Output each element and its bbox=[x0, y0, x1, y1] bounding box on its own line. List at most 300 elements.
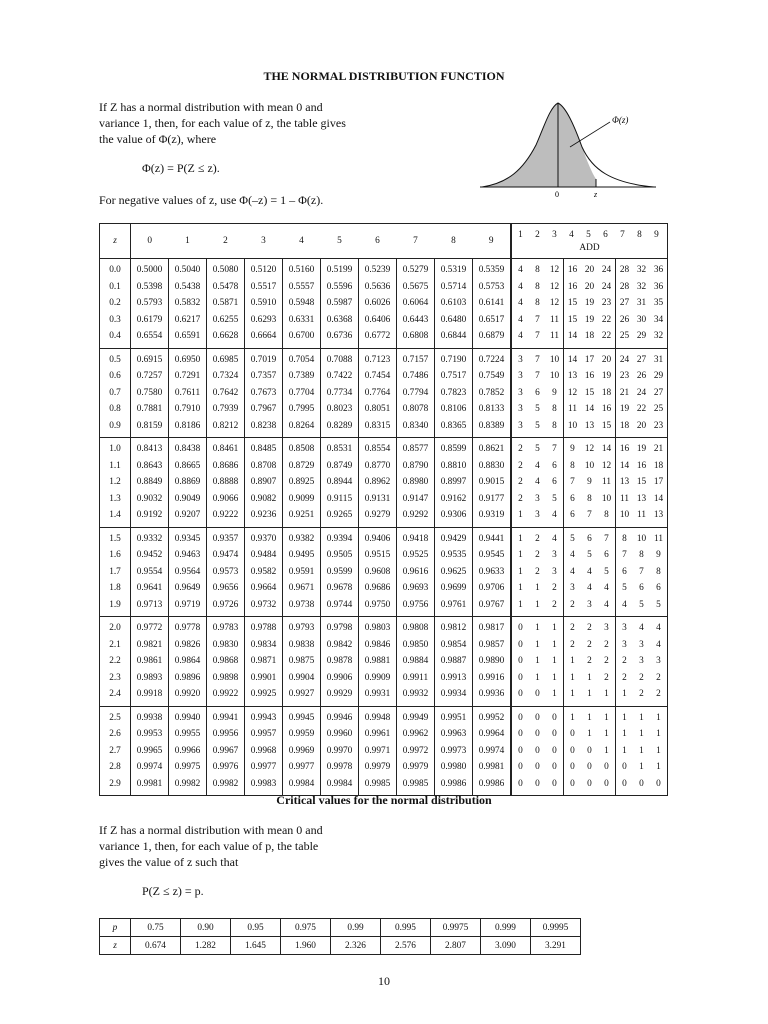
add-value: 0 bbox=[535, 712, 540, 723]
add-value: 5 bbox=[639, 599, 644, 610]
probability-value: 0.9292 bbox=[402, 510, 429, 520]
probability-value: 0.9922 bbox=[212, 689, 239, 699]
probability-value: 0.9812 bbox=[440, 623, 467, 633]
add-column bbox=[633, 617, 650, 707]
add-value: 2 bbox=[639, 672, 644, 683]
probability-column bbox=[169, 527, 207, 617]
probability-value: 0.8810 bbox=[440, 460, 467, 471]
probability-value: 0.7357 bbox=[250, 371, 277, 381]
add-value: 21 bbox=[619, 387, 630, 398]
probability-value: 0.8944 bbox=[326, 477, 353, 487]
probability-column bbox=[359, 617, 397, 707]
add-value: 1 bbox=[587, 689, 592, 699]
add-value: 22 bbox=[601, 314, 612, 325]
probability-value: 0.6255 bbox=[212, 314, 239, 325]
add-value: 14 bbox=[567, 331, 578, 341]
add-value: 2 bbox=[535, 533, 540, 544]
probability-value: 0.9980 bbox=[440, 762, 467, 772]
probability-value: 0.8554 bbox=[364, 444, 391, 454]
p-value: 0.95 bbox=[231, 919, 281, 937]
probability-value: 0.9756 bbox=[402, 599, 429, 610]
add-column bbox=[633, 438, 650, 528]
add-value: 0 bbox=[535, 745, 540, 756]
add-value: 0 bbox=[535, 689, 540, 699]
add-value: 23 bbox=[653, 420, 664, 431]
add-value: 2 bbox=[535, 566, 540, 577]
add-value: 3 bbox=[535, 493, 540, 504]
probability-value: 0.6879 bbox=[478, 331, 505, 341]
add-value: 0 bbox=[518, 639, 523, 650]
probability-value: 0.5714 bbox=[440, 281, 467, 292]
probability-value: 0.9808 bbox=[402, 623, 429, 633]
probability-value: 0.9969 bbox=[288, 745, 315, 756]
probability-column bbox=[397, 348, 435, 438]
probability-value: 0.9945 bbox=[288, 712, 315, 723]
probability-value: 0.5239 bbox=[364, 265, 391, 275]
add-value: 11 bbox=[568, 404, 577, 414]
probability-value: 0.9985 bbox=[364, 778, 391, 789]
add-value: 3 bbox=[587, 599, 592, 610]
add-column bbox=[650, 706, 668, 796]
add-value: 4 bbox=[552, 510, 557, 520]
add-value: 1 bbox=[518, 533, 523, 544]
column-header: 0 bbox=[131, 224, 169, 259]
probability-value: 0.7611 bbox=[174, 387, 201, 398]
probability-value: 0.7704 bbox=[288, 387, 315, 398]
probability-value: 0.9965 bbox=[136, 745, 163, 756]
probability-column bbox=[283, 348, 321, 438]
probability-value: 0.9986 bbox=[478, 778, 505, 789]
add-value: 2 bbox=[570, 599, 575, 610]
probability-value: 0.7422 bbox=[326, 371, 353, 381]
probability-value: 0.7939 bbox=[212, 404, 239, 414]
probability-value: 0.6406 bbox=[364, 314, 391, 325]
add-label: ADD bbox=[579, 242, 600, 253]
probability-value: 0.9977 bbox=[288, 762, 315, 772]
add-value: 4 bbox=[518, 298, 523, 308]
probability-value: 0.8643 bbox=[136, 460, 163, 471]
z-value: 1.3 bbox=[109, 493, 121, 504]
add-value: 1 bbox=[604, 729, 609, 739]
probability-value: 0.9778 bbox=[174, 623, 201, 633]
probability-column bbox=[131, 617, 169, 707]
z-value: 0.6 bbox=[109, 371, 121, 381]
add-value: 5 bbox=[656, 599, 661, 610]
probability-value: 0.9147 bbox=[402, 493, 429, 504]
z-value: 0.7 bbox=[109, 387, 121, 398]
add-value: 7 bbox=[639, 566, 644, 577]
probability-value: 0.7088 bbox=[326, 354, 353, 365]
probability-value: 0.9015 bbox=[478, 477, 505, 487]
probability-column bbox=[283, 706, 321, 796]
probability-value: 0.5080 bbox=[212, 265, 239, 275]
add-value: 1 bbox=[622, 689, 627, 699]
probability-column bbox=[283, 438, 321, 528]
add-value: 35 bbox=[653, 298, 664, 308]
probability-value: 0.7967 bbox=[250, 404, 277, 414]
add-value: 1 bbox=[622, 712, 627, 723]
probability-value: 0.9463 bbox=[174, 550, 201, 560]
add-value: 5 bbox=[552, 493, 557, 504]
probability-value: 0.9884 bbox=[402, 656, 429, 666]
probability-value: 0.8980 bbox=[402, 477, 429, 487]
add-value: 0 bbox=[570, 762, 575, 772]
probability-value: 0.9963 bbox=[440, 729, 467, 739]
add-column bbox=[546, 438, 564, 528]
add-column bbox=[529, 527, 546, 617]
probability-value: 0.8708 bbox=[250, 460, 277, 471]
add-column bbox=[598, 259, 616, 349]
probability-value: 0.8485 bbox=[250, 444, 277, 454]
probability-value: 0.6480 bbox=[440, 314, 467, 325]
probability-value: 0.9979 bbox=[402, 762, 429, 772]
add-value: 12 bbox=[549, 298, 560, 308]
probability-value: 0.9452 bbox=[136, 550, 163, 560]
normal-distribution-table bbox=[99, 223, 668, 796]
critical-z-value: 3.090 bbox=[481, 937, 531, 955]
probability-value: 0.9641 bbox=[136, 583, 163, 593]
critical-z-row bbox=[100, 937, 581, 955]
add-column bbox=[616, 617, 634, 707]
z-value: 0.8 bbox=[109, 404, 121, 414]
probability-value: 0.9936 bbox=[478, 689, 505, 699]
add-value: 5 bbox=[535, 404, 540, 414]
add-value: 2 bbox=[604, 672, 609, 683]
add-column bbox=[616, 706, 634, 796]
probability-value: 0.7054 bbox=[288, 354, 315, 365]
probability-value: 0.7454 bbox=[364, 371, 391, 381]
probability-value: 0.9616 bbox=[402, 566, 429, 577]
probability-value: 0.7224 bbox=[478, 354, 505, 365]
add-value: 19 bbox=[584, 298, 595, 308]
probability-column bbox=[359, 348, 397, 438]
probability-value: 0.6628 bbox=[212, 331, 239, 341]
add-column bbox=[650, 348, 668, 438]
add-value: 19 bbox=[601, 371, 612, 381]
add-value: 1 bbox=[622, 745, 627, 756]
add-column bbox=[650, 438, 668, 528]
add-value: 1 bbox=[535, 672, 540, 683]
add-value: 24 bbox=[619, 354, 630, 365]
add-column bbox=[564, 706, 582, 796]
probability-value: 0.9429 bbox=[440, 533, 467, 544]
add-value: 0 bbox=[518, 623, 523, 633]
add-value: 7 bbox=[587, 510, 592, 520]
add-value: 1 bbox=[570, 712, 575, 723]
probability-value: 0.6772 bbox=[364, 331, 391, 341]
probability-column bbox=[245, 527, 283, 617]
p-value: 0.999 bbox=[481, 919, 531, 937]
add-value: 12 bbox=[549, 281, 560, 292]
probability-value: 0.8869 bbox=[174, 477, 201, 487]
probability-value: 0.8461 bbox=[212, 444, 239, 454]
add-value: 6 bbox=[639, 583, 644, 593]
probability-value: 0.9750 bbox=[364, 599, 391, 610]
probability-value: 0.9582 bbox=[250, 566, 277, 577]
probability-value: 0.5987 bbox=[326, 298, 353, 308]
probability-column bbox=[435, 348, 473, 438]
probability-column bbox=[321, 348, 359, 438]
add-value: 26 bbox=[619, 314, 630, 325]
add-column bbox=[564, 438, 582, 528]
probability-value: 0.7291 bbox=[174, 371, 201, 381]
add-value: 1 bbox=[587, 729, 592, 739]
probability-value: 0.9890 bbox=[478, 656, 505, 666]
probability-value: 0.7389 bbox=[288, 371, 315, 381]
phi-formula: Φ(z) = P(Z ≤ z). bbox=[142, 161, 220, 175]
add-column-header: 3 bbox=[552, 229, 557, 240]
critical-intro-line: If Z has a normal distribution with mean 0 and bbox=[99, 823, 323, 837]
probability-value: 0.8665 bbox=[174, 460, 201, 471]
critical-z-value: 2.576 bbox=[381, 937, 431, 955]
table-header-row bbox=[100, 224, 668, 259]
column-header: 2 bbox=[207, 224, 245, 259]
probability-column bbox=[207, 706, 245, 796]
add-value: 7 bbox=[552, 444, 557, 454]
add-value: 4 bbox=[622, 599, 627, 610]
add-value: 13 bbox=[584, 420, 595, 431]
add-value: 4 bbox=[535, 477, 540, 487]
probability-value: 0.9972 bbox=[402, 745, 429, 756]
add-column bbox=[598, 527, 616, 617]
add-value: 5 bbox=[535, 420, 540, 431]
add-value: 6 bbox=[656, 583, 661, 593]
probability-value: 0.9909 bbox=[364, 672, 391, 683]
add-value: 16 bbox=[636, 460, 647, 471]
add-column bbox=[529, 438, 546, 528]
probability-value: 0.9767 bbox=[478, 599, 505, 610]
add-value: 1 bbox=[535, 639, 540, 650]
add-column bbox=[564, 617, 582, 707]
table-group-row bbox=[100, 527, 668, 617]
probability-value: 0.7673 bbox=[250, 387, 277, 398]
add-value: 6 bbox=[535, 387, 540, 398]
add-value: 1 bbox=[604, 689, 609, 699]
add-value: 1 bbox=[518, 583, 523, 593]
probability-value: 0.9418 bbox=[402, 533, 429, 544]
add-value: 22 bbox=[636, 404, 647, 414]
add-value: 9 bbox=[570, 444, 575, 454]
probability-value: 0.9591 bbox=[288, 566, 315, 577]
add-value: 8 bbox=[570, 460, 575, 471]
add-value: 0 bbox=[518, 729, 523, 739]
probability-value: 0.7190 bbox=[440, 354, 467, 365]
probability-value: 0.9979 bbox=[364, 762, 391, 772]
add-value: 11 bbox=[602, 477, 611, 487]
z-values-cell bbox=[100, 706, 131, 796]
probability-value: 0.5199 bbox=[326, 265, 353, 275]
add-value: 10 bbox=[549, 354, 560, 365]
probability-value: 0.9961 bbox=[364, 729, 391, 739]
probability-value: 0.9953 bbox=[136, 729, 163, 739]
z-value: 1.2 bbox=[109, 477, 121, 487]
add-value: 6 bbox=[622, 566, 627, 577]
add-column bbox=[564, 527, 582, 617]
add-value: 15 bbox=[601, 420, 612, 431]
probability-value: 0.9515 bbox=[364, 550, 391, 560]
critical-formula: P(Z ≤ z) = p. bbox=[142, 884, 204, 898]
probability-value: 0.5557 bbox=[288, 281, 315, 292]
add-value: 2 bbox=[518, 493, 523, 504]
add-column bbox=[633, 348, 650, 438]
probability-value: 0.5319 bbox=[440, 265, 467, 275]
probability-value: 0.6554 bbox=[136, 331, 163, 341]
probability-column bbox=[283, 259, 321, 349]
probability-value: 0.9925 bbox=[250, 689, 277, 699]
probability-value: 0.9864 bbox=[174, 656, 201, 666]
page-number: 10 bbox=[378, 974, 390, 988]
probability-column bbox=[321, 527, 359, 617]
z-value: 2.1 bbox=[109, 639, 121, 650]
probability-column bbox=[131, 706, 169, 796]
add-value: 16 bbox=[567, 281, 578, 292]
probability-value: 0.8023 bbox=[326, 404, 353, 414]
add-column bbox=[546, 617, 564, 707]
probability-value: 0.8289 bbox=[326, 420, 353, 431]
probability-value: 0.9319 bbox=[478, 510, 505, 520]
probability-value: 0.8264 bbox=[288, 420, 315, 431]
probability-value: 0.9279 bbox=[364, 510, 391, 520]
probability-value: 0.6915 bbox=[136, 354, 163, 365]
probability-column bbox=[169, 348, 207, 438]
add-value: 0 bbox=[518, 689, 523, 699]
add-value: 23 bbox=[601, 298, 612, 308]
add-value: 0 bbox=[518, 672, 523, 683]
add-value: 4 bbox=[552, 533, 557, 544]
probability-value: 0.9162 bbox=[440, 493, 467, 504]
add-value: 1 bbox=[552, 672, 557, 683]
add-column bbox=[633, 527, 650, 617]
probability-value: 0.9441 bbox=[478, 533, 505, 544]
probability-value: 0.6217 bbox=[174, 314, 201, 325]
add-column bbox=[633, 706, 650, 796]
add-value: 3 bbox=[535, 510, 540, 520]
probability-column bbox=[131, 348, 169, 438]
add-value: 27 bbox=[653, 387, 664, 398]
add-value: 1 bbox=[587, 672, 592, 683]
probability-value: 0.9066 bbox=[212, 493, 239, 504]
probability-value: 0.9983 bbox=[250, 778, 277, 789]
add-value: 27 bbox=[619, 298, 630, 308]
add-column bbox=[546, 706, 564, 796]
probability-value: 0.6808 bbox=[402, 331, 429, 341]
add-value: 18 bbox=[619, 420, 630, 431]
p-value: 0.90 bbox=[181, 919, 231, 937]
add-value: 28 bbox=[619, 281, 630, 292]
add-value: 4 bbox=[587, 566, 592, 577]
add-value: 0 bbox=[570, 745, 575, 756]
z-values-cell bbox=[100, 617, 131, 707]
probability-value: 0.5793 bbox=[136, 298, 163, 308]
add-value: 9 bbox=[656, 550, 661, 560]
probability-column bbox=[207, 617, 245, 707]
z-values-cell bbox=[100, 348, 131, 438]
probability-value: 0.9484 bbox=[250, 550, 277, 560]
add-value: 0 bbox=[570, 778, 575, 789]
add-value: 12 bbox=[584, 444, 595, 454]
probability-value: 0.7580 bbox=[136, 387, 163, 398]
add-value: 3 bbox=[604, 623, 609, 633]
add-value: 0 bbox=[552, 762, 557, 772]
add-value: 12 bbox=[549, 265, 560, 275]
probability-value: 0.9192 bbox=[136, 510, 163, 520]
probability-value: 0.8599 bbox=[440, 444, 467, 454]
add-value: 10 bbox=[549, 371, 560, 381]
probability-value: 0.7794 bbox=[402, 387, 429, 398]
probability-value: 0.9251 bbox=[288, 510, 315, 520]
probability-value: 0.9901 bbox=[250, 672, 277, 683]
probability-value: 0.7019 bbox=[250, 354, 277, 365]
column-header: 5 bbox=[321, 224, 359, 259]
probability-column bbox=[207, 438, 245, 528]
probability-value: 0.9904 bbox=[288, 672, 315, 683]
add-value: 5 bbox=[622, 583, 627, 593]
add-value: 7 bbox=[535, 331, 540, 341]
probability-value: 0.6700 bbox=[288, 331, 315, 341]
add-value: 6 bbox=[552, 460, 557, 471]
add-column bbox=[598, 706, 616, 796]
add-value: 15 bbox=[584, 387, 595, 398]
column-header: 4 bbox=[283, 224, 321, 259]
probability-value: 0.6179 bbox=[136, 314, 163, 325]
add-value: 0 bbox=[535, 762, 540, 772]
probability-value: 0.9732 bbox=[250, 599, 277, 610]
add-value: 3 bbox=[518, 420, 523, 431]
probability-value: 0.5000 bbox=[136, 265, 163, 275]
z-value: 2.6 bbox=[109, 729, 121, 739]
add-column bbox=[546, 259, 564, 349]
probability-value: 0.5636 bbox=[364, 281, 391, 292]
probability-value: 0.9932 bbox=[402, 689, 429, 699]
probability-value: 0.9878 bbox=[326, 656, 353, 666]
probability-value: 0.9761 bbox=[440, 599, 467, 610]
z-value: 2.4 bbox=[109, 689, 121, 699]
add-value: 22 bbox=[601, 331, 612, 341]
add-value: 2 bbox=[622, 672, 627, 683]
add-value: 2 bbox=[622, 656, 627, 666]
probability-value: 0.8389 bbox=[478, 420, 505, 431]
probability-value: 0.9982 bbox=[174, 778, 201, 789]
add-value: 0 bbox=[552, 778, 557, 789]
probability-value: 0.6736 bbox=[326, 331, 353, 341]
probability-value: 0.9974 bbox=[478, 745, 505, 756]
add-value: 19 bbox=[584, 314, 595, 325]
add-value: 1 bbox=[518, 510, 523, 520]
probability-column bbox=[435, 706, 473, 796]
probability-column bbox=[397, 438, 435, 528]
probability-value: 0.8159 bbox=[136, 420, 163, 431]
probability-value: 0.9505 bbox=[326, 550, 353, 560]
add-column bbox=[564, 259, 582, 349]
add-value: 0 bbox=[518, 712, 523, 723]
probability-value: 0.5438 bbox=[174, 281, 201, 292]
probability-column bbox=[397, 617, 435, 707]
add-value: 3 bbox=[639, 639, 644, 650]
probability-value: 0.9893 bbox=[136, 672, 163, 683]
probability-column bbox=[359, 527, 397, 617]
add-column bbox=[650, 527, 668, 617]
add-value: 15 bbox=[567, 314, 578, 325]
probability-column bbox=[397, 259, 435, 349]
negative-values-note: For negative values of z, use Φ(–z) = 1 – Φ(z). bbox=[99, 193, 324, 207]
add-value: 8 bbox=[535, 265, 540, 275]
probability-value: 0.8186 bbox=[174, 420, 201, 431]
probability-value: 0.9738 bbox=[288, 599, 315, 610]
table-group-row bbox=[100, 259, 668, 349]
probability-value: 0.9222 bbox=[212, 510, 239, 520]
add-value: 10 bbox=[636, 533, 647, 544]
add-value: 1 bbox=[656, 745, 661, 756]
